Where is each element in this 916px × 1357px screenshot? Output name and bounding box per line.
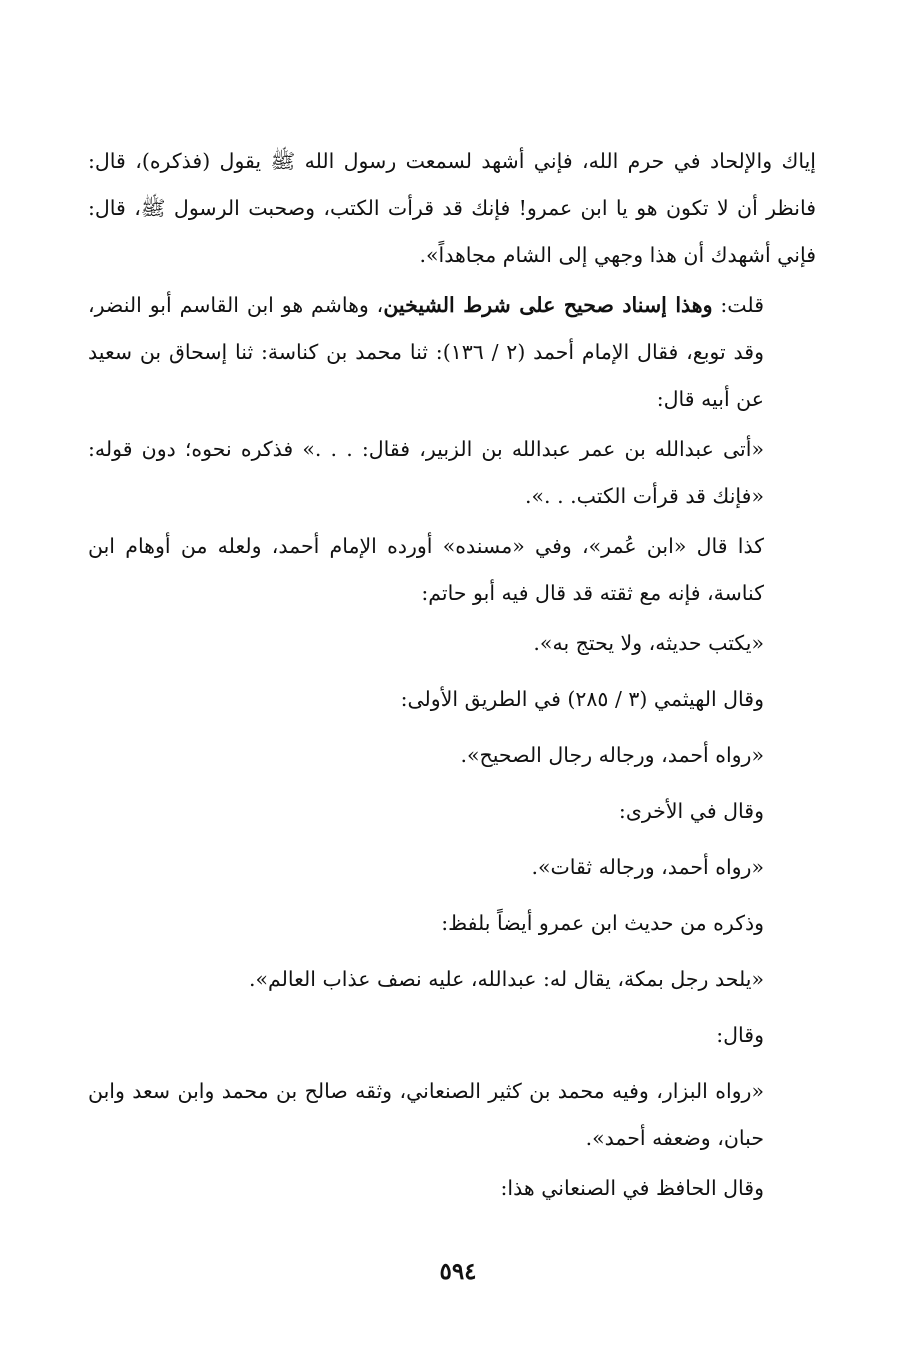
isnad-verdict: وهذا إسناد صحيح على شرط الشيخين	[383, 293, 713, 317]
paragraph-bazzar-quote: «رواه البزار، وفيه محمد بن كثير الصنعاني، وثقه صالح بن محمد وابن سعد وابن حبان، وضعفه أحمد».	[88, 1079, 764, 1150]
paragraph-haythami-quote-1: «رواه أحمد، ورجاله رجال الصحيح».	[460, 743, 764, 767]
paragraph-haythami-intro: وقال الهيثمي (٣ / ٢٨٥) في الطريق الأولى:	[400, 687, 764, 711]
paragraph-wa-qala: وقال:	[716, 1023, 764, 1047]
paragraph-hafiz-intro: وقال الحافظ في الصنعاني هذا:	[500, 1176, 764, 1200]
paragraph-isnad-note	[88, 282, 816, 423]
paragraph-ibn-amr-intro: وذكره من حديث ابن عمرو أيضاً بلفظ:	[441, 911, 764, 935]
paragraph-haythami-quote-2: «رواه أحمد، ورجاله ثقات».	[531, 855, 764, 879]
paragraph-hadith-continuation: إياك والإلحاد في حرم الله، فإني أشهد لسمعت رسول الله ﷺ يقول (فذكره)، قال: فانظر أن لا تكون هو يا ابن عمرو! فإنك قد قرأت الكتب، وصحبت الرسول ﷺ، قال: فإني أشهدك أن هذا وجهي إلى الشام مجاهداً».	[88, 149, 816, 267]
page-number: ٥٩٤	[439, 1258, 477, 1285]
paragraph-abu-hatim-quote: «يكتب حديثه، ولا يحتج به».	[533, 631, 764, 655]
paragraph-ibn-amr-quote: «يلحد رجل بمكة، يقال له: عبدالله، عليه نصف عذاب العالم».	[248, 967, 764, 991]
isnad-suffix: ، وهاشم هو ابن القاسم أبو النضر، وقد توبع، فقال الإمام أحمد (٢ / ١٣٦): ثنا محمد بن كناسة: ثنا إسحاق بن سعيد عن أبيه قال:	[88, 293, 764, 411]
paragraph-haythami-intro-2: وقال في الأخرى:	[618, 799, 764, 823]
paragraph-ibn-kanasa-note: كذا قال «ابن عُمر»، وفي «مسنده» أورده الإمام أحمد، ولعله من أوهام ابن كناسة، فإنه مع ثقته قد قال فيه أبو حاتم:	[88, 534, 764, 605]
paragraph-ahmad-quote: «أتى عبدالله بن عمر عبدالله بن الزبير، فقال: . . .» فذكره نحوه؛ دون قوله: «فإنك قد قرأت الكتب. . .».	[88, 437, 764, 508]
isnad-prefix: قلت:	[712, 293, 764, 317]
